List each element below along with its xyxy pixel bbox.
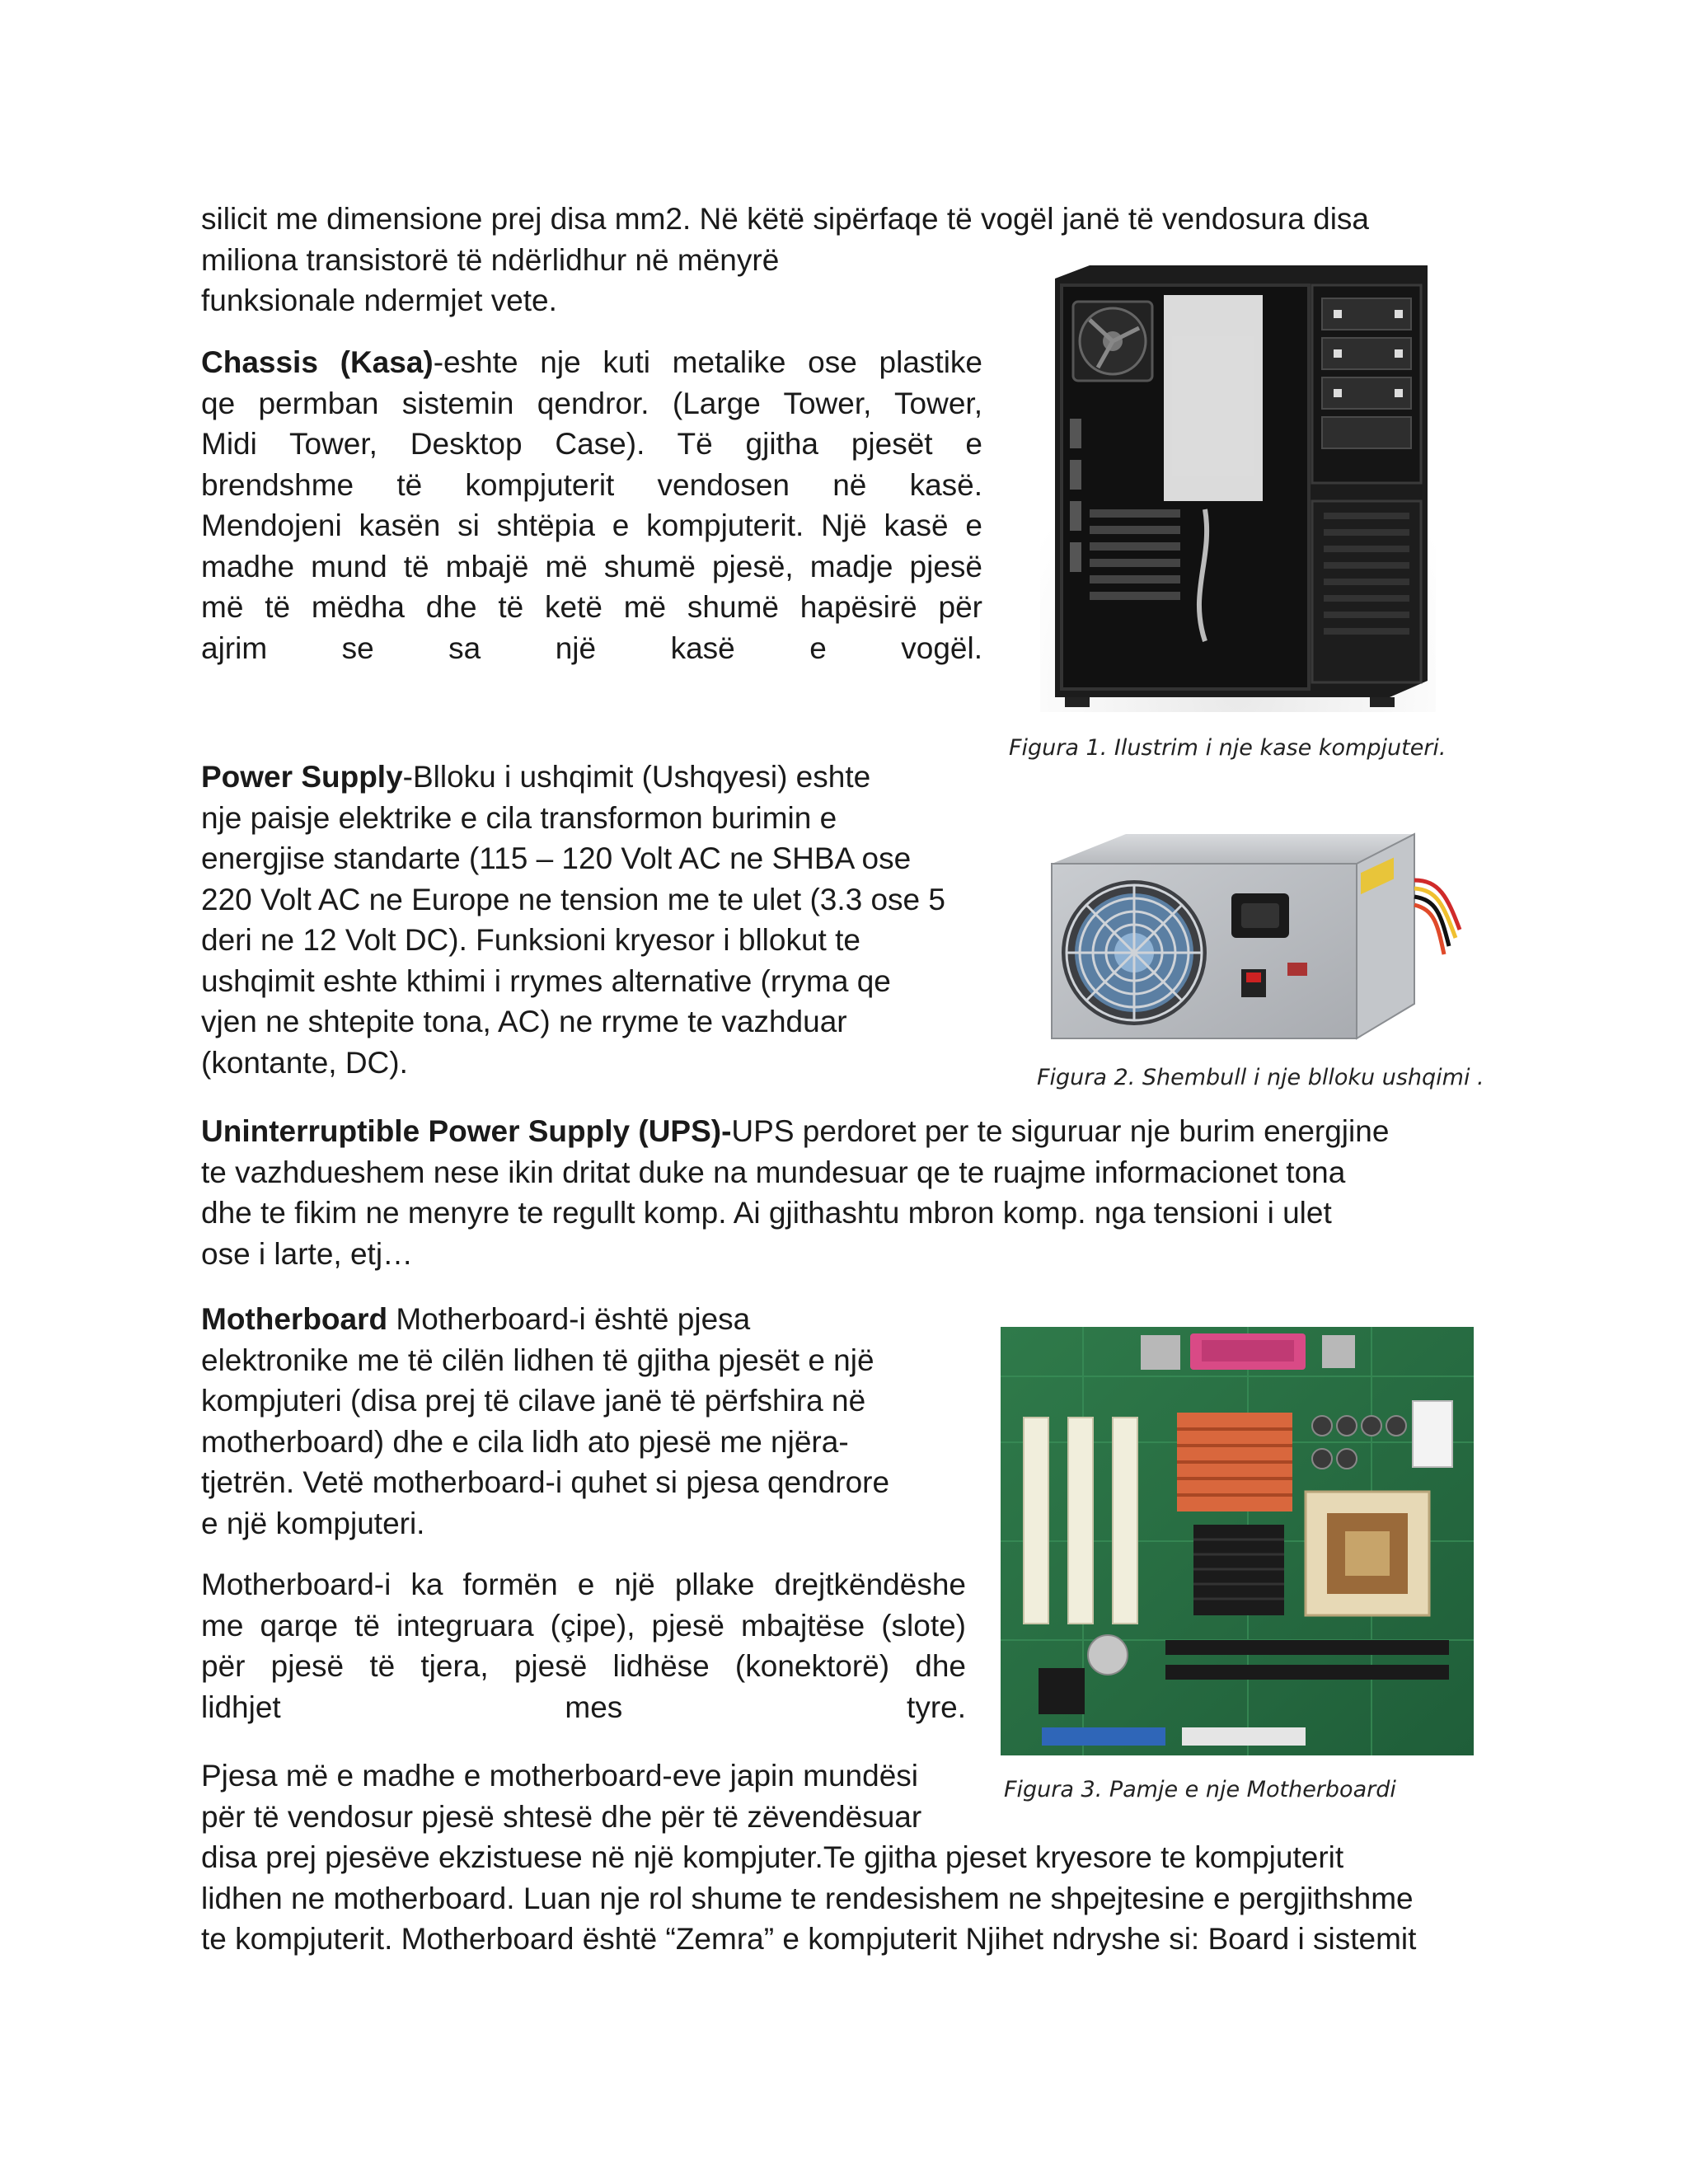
figure-1-caption: Figura 1. Ilustrim i nje kase kompjuteri. bbox=[1009, 735, 1447, 761]
text-line: ushqimit eshte kthimi i rrymes alternative (rryma qe bbox=[201, 963, 891, 998]
text-line: nje paisje elektrike e cila transformon burimin e bbox=[201, 800, 837, 835]
text-line: brendshme të kompjuterit vendosen në kasë. bbox=[201, 467, 982, 502]
figure-computer-case bbox=[1040, 262, 1436, 712]
text-line: Midi Tower, Desktop Case). Të gjitha pjesët e bbox=[201, 427, 982, 461]
figure-power-supply bbox=[1027, 831, 1472, 1047]
text-line: motherboard) dhe e cila lidh ato pjesë me njëra- bbox=[201, 1424, 849, 1459]
ups-paragraph bbox=[201, 1111, 1512, 1274]
motherboard-paragraph-3 bbox=[201, 1755, 1495, 1960]
power-supply-term: Power Supply bbox=[201, 760, 403, 794]
power-supply-image bbox=[1027, 831, 1472, 1047]
text-line: UPS perdoret per te siguruar nje burim energjine bbox=[731, 1114, 1390, 1148]
text-line: ajrim se sa një kasë e vogël. bbox=[201, 630, 982, 665]
text-line: Motherboard-i ka formën e një pllake drejtkëndëshe bbox=[201, 1568, 966, 1601]
text-line: (kontante, DC). bbox=[201, 1045, 408, 1080]
motherboard-image bbox=[1001, 1327, 1474, 1755]
text-line: për të vendosur pjesë shtesë dhe për të zëvendësuar bbox=[201, 1799, 922, 1834]
chassis-term: Chassis (Kasa) bbox=[201, 345, 434, 379]
ups-term: Uninterruptible Power Supply (UPS)- bbox=[201, 1114, 732, 1148]
text-line: disa prej pjesëve ekzistuese në një kompjuter.Te gjitha pjeset kryesore te kompjuterit bbox=[201, 1840, 1344, 1874]
text-line: lidhjet mes tyre. bbox=[201, 1690, 966, 1724]
text-line: energjise standarte (115 – 120 Volt AC ne SHBA ose bbox=[201, 841, 912, 875]
text-line: deri ne 12 Volt DC). Funksioni kryesor i bllokut te bbox=[201, 923, 860, 957]
text-line: me qarqe të integruara (çipe), pjesë mbajtëse (slote) bbox=[201, 1608, 966, 1643]
text-line: -eshte nje kuti metalike ose plastike bbox=[433, 345, 982, 379]
text-line: -Blloku i ushqimit (Ushqyesi) eshte bbox=[402, 760, 871, 794]
motherboard-paragraph-1 bbox=[201, 1299, 968, 1544]
text-line: vjen ne shtepite tona, AC) ne rryme te vazhduar bbox=[201, 1005, 847, 1038]
text-line: dhe te fikim ne menyre te regullt komp. Ai gjithashtu mbron komp. nga tensioni i ulet bbox=[201, 1196, 1332, 1230]
text-line: qe permban sistemin qendror. (Large Tower, Tower, bbox=[201, 386, 982, 420]
motherboard-term: Motherboard bbox=[201, 1302, 388, 1336]
figure-2-caption: Figura 2. Shembull i nje blloku ushqimi . bbox=[1037, 1065, 1484, 1090]
text-line: silicit me dimensione prej disa mm2. Në këtë sipërfaqe të vogël janë të vendosura disa bbox=[201, 202, 1370, 236]
motherboard-paragraph-2 bbox=[201, 1564, 966, 1727]
text-line: për pjesë të tjera, pjesë lidhëse (konektorë) dhe bbox=[201, 1649, 966, 1683]
text-line: 220 Volt AC ne Europe ne tension me te ulet (3.3 ose 5 bbox=[201, 882, 945, 916]
text-line: Pjesa më e madhe e motherboard-eve japin mundësi bbox=[201, 1759, 918, 1793]
text-line: te vazhdueshem nese ikin dritat duke na mundesuar qe te ruajme informacionet tona bbox=[201, 1155, 1346, 1189]
computer-case-image bbox=[1040, 262, 1436, 712]
figure-3-caption: Figura 3. Pamje e nje Motherboardi bbox=[1004, 1777, 1396, 1802]
text-line: më të mëdha dhe të ketë më shumë hapësirë për bbox=[201, 590, 982, 624]
text-line: e një kompjuteri. bbox=[201, 1506, 425, 1540]
text-line: tjetrën. Vetë motherboard-i quhet si pjesa qendrore bbox=[201, 1465, 890, 1499]
chassis-paragraph bbox=[201, 342, 982, 668]
figure-motherboard bbox=[1001, 1327, 1474, 1755]
text-line: Mendojeni kasën si shtëpia e kompjuterit. Një kasë e bbox=[201, 509, 982, 542]
text-line: kompjuteri (disa prej të cilave janë të përfshira në bbox=[201, 1384, 866, 1418]
text-line: madhe mund të mbajë më shumë pjesë, madje pjesë bbox=[201, 549, 982, 583]
text-line: te kompjuterit. Motherboard është “Zemra” e kompjuterit Njihet ndryshe si: Board i sistemit bbox=[201, 1922, 1417, 1956]
text-line: miliona transistorë të ndërlidhur në mënyrë bbox=[201, 242, 780, 277]
text-line: funksionale ndermjet vete. bbox=[201, 284, 557, 317]
text-line: lidhen ne motherboard. Luan nje rol shume te rendesishem ne shpejtesine e pergjithshme bbox=[201, 1881, 1414, 1915]
power-supply-paragraph bbox=[201, 757, 1025, 1083]
text-line: elektronike me të cilën lidhen të gjitha pjesët e një bbox=[201, 1343, 874, 1377]
text-line: Motherboard-i është pjesa bbox=[387, 1302, 751, 1336]
text-line: ose i larte, etj… bbox=[201, 1236, 414, 1271]
